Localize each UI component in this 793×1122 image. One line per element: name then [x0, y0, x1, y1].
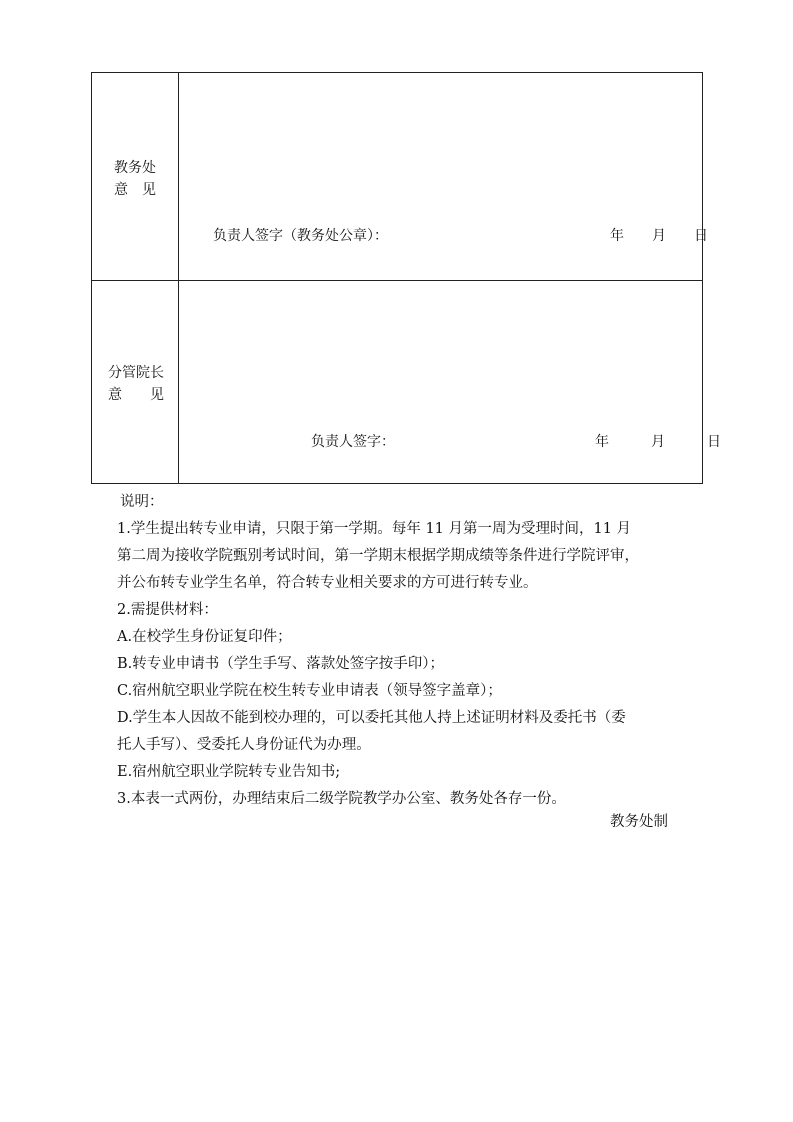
note-line: 3.本表一式两份，办理结束后二级学院教学办公室、教务处各存一份。 [117, 791, 566, 807]
note-line: 并公布转专业学生名单，符合转专业相关要求的方可进行转专业。 [117, 575, 538, 591]
vice-president-opinion-row [92, 281, 721, 483]
vice-president-label-line1: 分管院长 [108, 365, 164, 381]
vice-president-date-label: 年 月 日 [595, 434, 721, 450]
note-line: A.在校学生身份证复印件； [117, 629, 292, 645]
academic-affairs-label-cell [92, 73, 179, 280]
note-line: C.宿州航空职业学院在校生转专业申请表（领导签字盖章）； [117, 683, 502, 699]
note-line: B.转专业申请书（学生手写、落款处签字按手印）； [117, 656, 445, 672]
approval-form-table [91, 72, 721, 484]
vice-president-label-line2: 意 见 [108, 387, 164, 403]
issuer-signature: 教务处制 [610, 814, 668, 830]
note-line: 1.学生提出转专业申请，只限于第一学期。每年 11 月第一周为受理时间，11 月 [117, 521, 632, 537]
notes-heading: 说明： [120, 494, 164, 510]
academic-affairs-opinion-row [92, 73, 708, 281]
academic-affairs-date-label: 年 月 日 [610, 228, 708, 244]
academic-affairs-signature-label: 负责人签字（教务处公章）： [213, 228, 388, 244]
note-line: 2.需提供材料： [117, 602, 218, 618]
vice-president-label-cell [92, 281, 179, 483]
note-line: E.宿州航空职业学院转专业告知书; [117, 764, 341, 780]
note-line: 托人手写）、受委托人身份证代为办理。 [117, 737, 371, 753]
academic-affairs-label-line2: 意 见 [114, 182, 156, 198]
note-line: 第二周为接收学院甄别考试时间，第一学期末根据学期成绩等条件进行学院评审， [117, 548, 639, 564]
academic-affairs-label-line1: 教务处 [114, 160, 156, 176]
note-line: D.学生本人因故不能到校办理的，可以委托其他人持上述证明材料及委托书（委 [117, 710, 626, 726]
vice-president-signature-label: 负责人签字： [311, 434, 395, 450]
